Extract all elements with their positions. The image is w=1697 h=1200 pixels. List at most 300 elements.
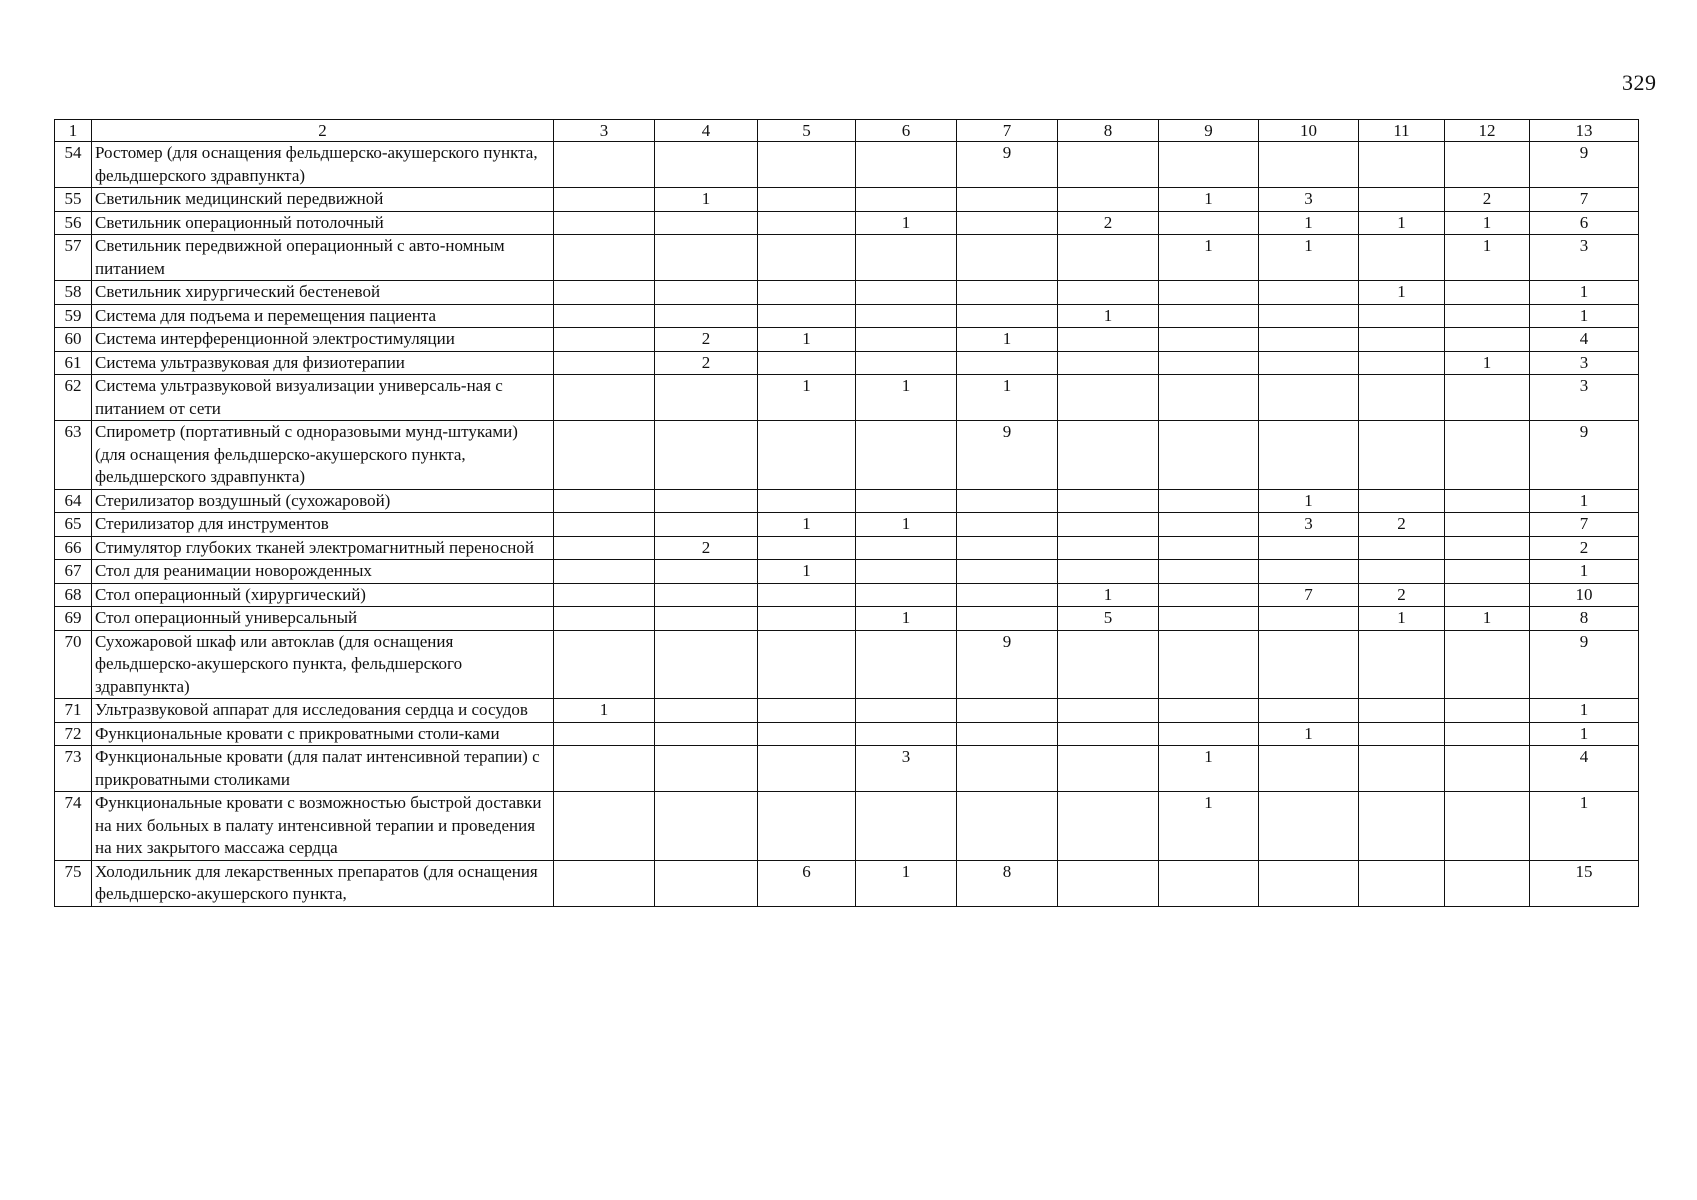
quantity-cell	[1445, 513, 1530, 537]
row-total: 1	[1530, 699, 1639, 723]
quantity-cell	[856, 630, 957, 699]
quantity-cell	[957, 560, 1058, 584]
quantity-cell	[1359, 746, 1445, 792]
row-total: 4	[1530, 746, 1639, 792]
quantity-cell: 2	[655, 536, 758, 560]
row-total: 7	[1530, 513, 1639, 537]
row-number: 68	[55, 583, 92, 607]
row-number: 59	[55, 304, 92, 328]
quantity-cell	[758, 792, 856, 861]
quantity-cell	[1058, 235, 1159, 281]
quantity-cell	[856, 142, 957, 188]
quantity-cell	[1058, 142, 1159, 188]
quantity-cell: 2	[1359, 583, 1445, 607]
quantity-cell	[957, 188, 1058, 212]
quantity-cell	[1259, 281, 1359, 305]
quantity-cell: 1	[1058, 304, 1159, 328]
row-number: 62	[55, 375, 92, 421]
quantity-cell: 1	[957, 328, 1058, 352]
row-total: 9	[1530, 142, 1639, 188]
equipment-name: Система ультразвуковая для физиотерапии	[92, 351, 554, 375]
quantity-cell	[856, 421, 957, 490]
quantity-cell	[1359, 722, 1445, 746]
quantity-cell	[1445, 630, 1530, 699]
equipment-name: Стол операционный универсальный	[92, 607, 554, 631]
quantity-cell	[1058, 536, 1159, 560]
quantity-cell	[856, 489, 957, 513]
quantity-cell: 1	[1159, 235, 1259, 281]
quantity-cell	[1058, 699, 1159, 723]
quantity-cell	[1445, 860, 1530, 906]
quantity-cell	[1259, 328, 1359, 352]
row-number: 70	[55, 630, 92, 699]
column-header-3: 3	[554, 120, 655, 142]
quantity-cell	[1058, 375, 1159, 421]
quantity-cell	[758, 722, 856, 746]
quantity-cell	[1159, 304, 1259, 328]
row-number: 73	[55, 746, 92, 792]
quantity-cell	[1058, 351, 1159, 375]
row-number: 66	[55, 536, 92, 560]
quantity-cell	[655, 235, 758, 281]
quantity-cell	[758, 142, 856, 188]
quantity-cell	[655, 860, 758, 906]
quantity-cell	[1259, 860, 1359, 906]
table-row	[55, 142, 1639, 188]
quantity-cell	[554, 792, 655, 861]
quantity-cell	[1445, 560, 1530, 584]
row-total: 1	[1530, 792, 1639, 861]
quantity-cell	[856, 699, 957, 723]
row-number: 71	[55, 699, 92, 723]
equipment-name: Функциональные кровати с возможностью быстрой доставки на них больных в палату интенсивной терапии и проведения на них закрытого массажа сердца	[92, 792, 554, 861]
quantity-cell	[1259, 375, 1359, 421]
quantity-cell	[554, 304, 655, 328]
quantity-cell: 1	[758, 328, 856, 352]
quantity-cell	[957, 513, 1058, 537]
quantity-cell: 1	[554, 699, 655, 723]
quantity-cell: 9	[957, 421, 1058, 490]
quantity-cell: 1	[758, 560, 856, 584]
quantity-cell	[1058, 860, 1159, 906]
quantity-cell	[1259, 630, 1359, 699]
quantity-cell	[1259, 699, 1359, 723]
row-number: 64	[55, 489, 92, 513]
quantity-cell	[1058, 489, 1159, 513]
quantity-cell	[758, 235, 856, 281]
row-total: 9	[1530, 421, 1639, 490]
quantity-cell	[758, 630, 856, 699]
quantity-cell	[1058, 746, 1159, 792]
equipment-name: Холодильник для лекарственных препаратов (для оснащения фельдшерско-акушерского пункта,	[92, 860, 554, 906]
quantity-cell	[758, 211, 856, 235]
equipment-name: Функциональные кровати (для палат интенсивной терапии) с прикроватными столиками	[92, 746, 554, 792]
row-total: 15	[1530, 860, 1639, 906]
quantity-cell	[554, 281, 655, 305]
quantity-cell: 1	[1259, 211, 1359, 235]
equipment-name: Светильник операционный потолочный	[92, 211, 554, 235]
quantity-cell	[758, 421, 856, 490]
quantity-cell	[856, 328, 957, 352]
table-row	[55, 630, 1639, 699]
quantity-cell	[957, 536, 1058, 560]
table-row	[55, 489, 1639, 513]
table-row	[55, 583, 1639, 607]
table-row	[55, 860, 1639, 906]
quantity-cell: 1	[1445, 607, 1530, 631]
row-number: 56	[55, 211, 92, 235]
quantity-cell	[1359, 699, 1445, 723]
quantity-cell	[1359, 489, 1445, 513]
quantity-cell	[957, 792, 1058, 861]
quantity-cell	[1445, 699, 1530, 723]
row-total: 10	[1530, 583, 1639, 607]
row-number: 55	[55, 188, 92, 212]
quantity-cell	[1445, 421, 1530, 490]
column-header-12: 12	[1445, 120, 1530, 142]
quantity-cell	[554, 351, 655, 375]
quantity-cell	[554, 235, 655, 281]
quantity-cell	[856, 304, 957, 328]
quantity-cell	[1445, 142, 1530, 188]
quantity-cell	[758, 607, 856, 631]
equipment-name: Ростомер (для оснащения фельдшерско-акушерского пункта, фельдшерского здравпункта)	[92, 142, 554, 188]
quantity-cell	[856, 583, 957, 607]
table-row	[55, 281, 1639, 305]
quantity-cell	[1058, 281, 1159, 305]
equipment-name: Светильник передвижной операционный с авто-номным питанием	[92, 235, 554, 281]
quantity-cell: 1	[957, 375, 1058, 421]
quantity-cell	[1259, 792, 1359, 861]
equipment-name: Система для подъема и перемещения пациента	[92, 304, 554, 328]
row-total: 9	[1530, 630, 1639, 699]
quantity-cell: 2	[1445, 188, 1530, 212]
quantity-cell	[655, 421, 758, 490]
row-total: 8	[1530, 607, 1639, 631]
quantity-cell	[1359, 188, 1445, 212]
quantity-cell: 5	[1058, 607, 1159, 631]
equipment-name: Стол для реанимации новорожденных	[92, 560, 554, 584]
equipment-name: Система ультразвуковой визуализации универсаль-ная с питанием от сети	[92, 375, 554, 421]
quantity-cell	[655, 211, 758, 235]
quantity-cell	[1359, 630, 1445, 699]
quantity-cell	[1159, 560, 1259, 584]
quantity-cell	[655, 699, 758, 723]
column-header-13: 13	[1530, 120, 1639, 142]
quantity-cell	[758, 536, 856, 560]
row-number: 69	[55, 607, 92, 631]
row-total: 4	[1530, 328, 1639, 352]
quantity-cell: 1	[1359, 607, 1445, 631]
row-total: 3	[1530, 351, 1639, 375]
column-header-6: 6	[856, 120, 957, 142]
equipment-name: Стол операционный (хирургический)	[92, 583, 554, 607]
quantity-cell: 1	[1445, 235, 1530, 281]
quantity-cell: 8	[957, 860, 1058, 906]
quantity-cell: 1	[655, 188, 758, 212]
quantity-cell	[554, 536, 655, 560]
equipment-name: Стерилизатор воздушный (сухожаровой)	[92, 489, 554, 513]
row-total: 7	[1530, 188, 1639, 212]
quantity-cell	[1445, 281, 1530, 305]
row-number: 72	[55, 722, 92, 746]
column-header-2: 2	[92, 120, 554, 142]
row-total: 3	[1530, 375, 1639, 421]
table-row	[55, 188, 1639, 212]
table-row	[55, 351, 1639, 375]
quantity-cell: 3	[856, 746, 957, 792]
quantity-cell	[1058, 188, 1159, 212]
quantity-cell: 2	[655, 328, 758, 352]
row-total: 1	[1530, 722, 1639, 746]
table-row	[55, 513, 1639, 537]
quantity-cell	[856, 188, 957, 212]
quantity-cell	[655, 560, 758, 584]
quantity-cell	[1259, 351, 1359, 375]
row-number: 74	[55, 792, 92, 861]
quantity-cell	[1259, 142, 1359, 188]
quantity-cell: 1	[1159, 792, 1259, 861]
quantity-cell	[1259, 607, 1359, 631]
quantity-cell: 1	[856, 513, 957, 537]
quantity-cell	[655, 722, 758, 746]
equipment-name: Функциональные кровати с прикроватными столи-ками	[92, 722, 554, 746]
quantity-cell	[758, 489, 856, 513]
quantity-cell: 3	[1259, 188, 1359, 212]
quantity-cell	[1359, 328, 1445, 352]
quantity-cell	[758, 351, 856, 375]
quantity-cell	[957, 722, 1058, 746]
quantity-cell	[957, 304, 1058, 328]
quantity-cell	[1159, 489, 1259, 513]
quantity-cell	[655, 583, 758, 607]
column-header-1: 1	[55, 120, 92, 142]
quantity-cell: 3	[1259, 513, 1359, 537]
table-body	[55, 142, 1639, 907]
quantity-cell	[554, 607, 655, 631]
quantity-cell	[1445, 722, 1530, 746]
quantity-cell	[957, 607, 1058, 631]
quantity-cell	[1159, 351, 1259, 375]
quantity-cell: 1	[758, 513, 856, 537]
quantity-cell	[957, 211, 1058, 235]
quantity-cell	[1445, 583, 1530, 607]
page-number: 329	[1622, 70, 1657, 95]
row-number: 63	[55, 421, 92, 490]
quantity-cell	[554, 489, 655, 513]
quantity-cell: 1	[856, 375, 957, 421]
row-number: 75	[55, 860, 92, 906]
quantity-cell: 1	[856, 211, 957, 235]
equipment-table	[54, 119, 1639, 907]
quantity-cell	[1445, 489, 1530, 513]
column-header-5: 5	[758, 120, 856, 142]
quantity-cell	[1445, 328, 1530, 352]
quantity-cell	[758, 281, 856, 305]
quantity-cell: 6	[758, 860, 856, 906]
quantity-cell: 1	[1159, 188, 1259, 212]
quantity-cell	[1359, 860, 1445, 906]
row-total: 3	[1530, 235, 1639, 281]
table-row	[55, 375, 1639, 421]
row-total: 1	[1530, 281, 1639, 305]
quantity-cell	[758, 583, 856, 607]
quantity-cell	[554, 746, 655, 792]
quantity-cell	[1159, 722, 1259, 746]
quantity-cell	[655, 513, 758, 537]
quantity-cell	[856, 351, 957, 375]
quantity-cell	[1259, 536, 1359, 560]
equipment-name: Стерилизатор для инструментов	[92, 513, 554, 537]
quantity-cell: 1	[1058, 583, 1159, 607]
row-number: 67	[55, 560, 92, 584]
quantity-cell	[856, 560, 957, 584]
quantity-cell	[957, 699, 1058, 723]
quantity-cell	[1359, 235, 1445, 281]
quantity-cell	[856, 722, 957, 746]
quantity-cell: 2	[1359, 513, 1445, 537]
quantity-cell: 9	[957, 142, 1058, 188]
quantity-cell	[856, 536, 957, 560]
table-row	[55, 722, 1639, 746]
quantity-cell	[957, 746, 1058, 792]
quantity-cell	[1445, 746, 1530, 792]
quantity-cell	[1159, 142, 1259, 188]
quantity-cell	[856, 235, 957, 281]
quantity-cell: 1	[1259, 722, 1359, 746]
table-row	[55, 536, 1639, 560]
quantity-cell	[1359, 421, 1445, 490]
table-row	[55, 792, 1639, 861]
quantity-cell	[655, 746, 758, 792]
quantity-cell	[1159, 513, 1259, 537]
row-total: 6	[1530, 211, 1639, 235]
row-total: 2	[1530, 536, 1639, 560]
quantity-cell	[1359, 351, 1445, 375]
quantity-cell	[554, 375, 655, 421]
quantity-cell	[1058, 421, 1159, 490]
quantity-cell	[655, 304, 758, 328]
column-header-11: 11	[1359, 120, 1445, 142]
quantity-cell	[1159, 607, 1259, 631]
quantity-cell	[1159, 281, 1259, 305]
quantity-cell	[957, 235, 1058, 281]
quantity-cell	[1159, 536, 1259, 560]
table-row	[55, 304, 1639, 328]
quantity-cell	[1359, 536, 1445, 560]
quantity-cell	[856, 281, 957, 305]
row-total: 1	[1530, 560, 1639, 584]
table-row	[55, 211, 1639, 235]
quantity-cell	[1445, 304, 1530, 328]
quantity-cell	[554, 513, 655, 537]
quantity-cell: 2	[655, 351, 758, 375]
quantity-cell	[655, 375, 758, 421]
row-number: 61	[55, 351, 92, 375]
row-number: 65	[55, 513, 92, 537]
row-total: 1	[1530, 489, 1639, 513]
quantity-cell	[1159, 583, 1259, 607]
column-header-10: 10	[1259, 120, 1359, 142]
quantity-cell	[554, 328, 655, 352]
quantity-cell	[554, 421, 655, 490]
quantity-cell: 7	[1259, 583, 1359, 607]
quantity-cell	[1359, 560, 1445, 584]
column-header-7: 7	[957, 120, 1058, 142]
quantity-cell	[1058, 722, 1159, 746]
quantity-cell: 1	[1359, 281, 1445, 305]
quantity-cell: 1	[1259, 235, 1359, 281]
equipment-name: Светильник медицинский передвижной	[92, 188, 554, 212]
quantity-cell	[655, 630, 758, 699]
quantity-cell	[758, 304, 856, 328]
quantity-cell	[1445, 792, 1530, 861]
quantity-cell: 1	[1259, 489, 1359, 513]
row-number: 57	[55, 235, 92, 281]
quantity-cell	[1159, 699, 1259, 723]
quantity-cell	[1058, 630, 1159, 699]
quantity-cell	[1359, 304, 1445, 328]
quantity-cell	[1159, 375, 1259, 421]
quantity-cell	[957, 489, 1058, 513]
quantity-cell: 2	[1058, 211, 1159, 235]
quantity-cell	[1058, 513, 1159, 537]
quantity-cell	[1058, 560, 1159, 584]
quantity-cell	[554, 583, 655, 607]
equipment-name: Светильник хирургический бестеневой	[92, 281, 554, 305]
quantity-cell	[554, 211, 655, 235]
row-total: 1	[1530, 304, 1639, 328]
column-header-9: 9	[1159, 120, 1259, 142]
table-row	[55, 235, 1639, 281]
quantity-cell	[1159, 630, 1259, 699]
quantity-cell	[554, 722, 655, 746]
quantity-cell	[957, 583, 1058, 607]
equipment-name: Стимулятор глубоких тканей электромагнитный переносной	[92, 536, 554, 560]
quantity-cell	[554, 188, 655, 212]
quantity-cell	[655, 489, 758, 513]
quantity-cell	[554, 860, 655, 906]
header-row	[55, 120, 1639, 142]
row-number: 54	[55, 142, 92, 188]
quantity-cell	[1359, 792, 1445, 861]
table-row	[55, 607, 1639, 631]
quantity-cell	[655, 607, 758, 631]
quantity-cell	[1159, 421, 1259, 490]
quantity-cell	[1058, 328, 1159, 352]
quantity-cell	[1445, 375, 1530, 421]
quantity-cell	[1259, 560, 1359, 584]
quantity-cell	[1159, 328, 1259, 352]
column-header-4: 4	[655, 120, 758, 142]
quantity-cell	[1359, 375, 1445, 421]
column-header-8: 8	[1058, 120, 1159, 142]
quantity-cell: 1	[856, 607, 957, 631]
quantity-cell	[1159, 860, 1259, 906]
quantity-cell	[1359, 142, 1445, 188]
quantity-cell	[554, 560, 655, 584]
table-row	[55, 699, 1639, 723]
quantity-cell	[655, 792, 758, 861]
equipment-name: Спирометр (портативный с одноразовыми мунд-штуками) (для оснащения фельдшерско-акушерского пункта, фельдшерского здравпункта)	[92, 421, 554, 490]
row-number: 60	[55, 328, 92, 352]
quantity-cell	[554, 142, 655, 188]
quantity-cell: 9	[957, 630, 1058, 699]
quantity-cell: 1	[856, 860, 957, 906]
quantity-cell	[856, 792, 957, 861]
quantity-cell	[1445, 536, 1530, 560]
quantity-cell	[758, 699, 856, 723]
